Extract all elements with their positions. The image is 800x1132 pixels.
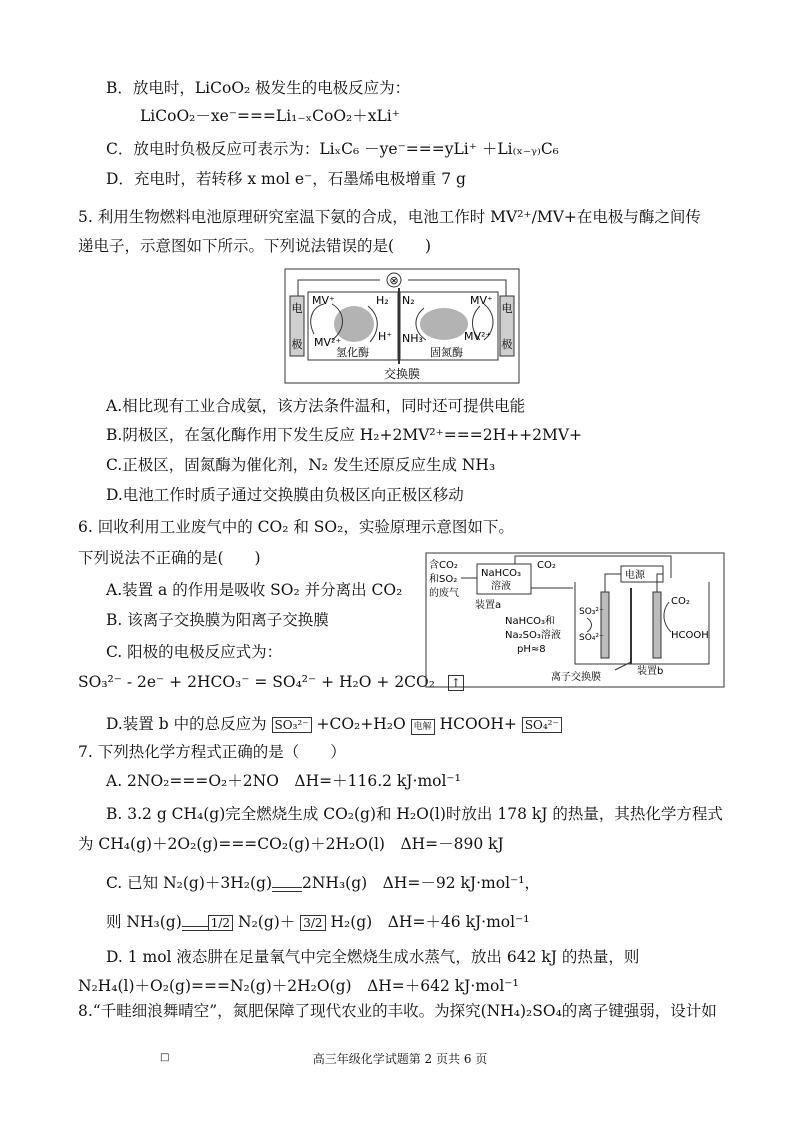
q7-option-b-line2: 为 CH₄(g)＋2O₂(g)===CO₂(g)＋2H₂O(l) ΔH=－890 kJ xyxy=(78,835,504,853)
right-enzyme: 固氮酶 xyxy=(430,346,463,359)
q7-option-c-line2 xyxy=(106,912,530,932)
nahco3-line2: 溶液 xyxy=(491,581,511,592)
q7-option-d-line1: D. 1 mol 液态肼在足量氧气中完全燃烧生成水蒸气，放出 642 kJ 的热量，则 xyxy=(106,948,640,966)
co2-top: CO₂ xyxy=(537,560,556,571)
co2-right: CO₂ xyxy=(671,596,690,607)
q8-stem-line1: 8.“千畦细浪舞晴空”，氮肥保障了现代农业的丰收。为探究(NH₄)₂SO₄的离子键强弱，设计如 xyxy=(78,1002,717,1020)
q6-c-eq-arrow: ↑ xyxy=(448,675,464,691)
power-label: 电源 xyxy=(625,570,645,581)
mixed-solution-line1: NaHCO₃和 xyxy=(505,616,555,627)
q5-option-b: B.阴极区，在氢化酶作用下发生反应 H₂+2MV²⁺===2H++2MV+ xyxy=(106,426,583,444)
q6-d-condition: 电解 xyxy=(411,719,435,735)
q4-option-b-equation: LiCoO₂－xe⁻===Li₁₋ₓCoO₂＋xLi⁺ xyxy=(140,107,400,125)
electrode-left-char2: 极 xyxy=(291,338,303,351)
membrane-label: 交换膜 xyxy=(383,367,421,381)
q4-option-d: D．充电时，若转移 x mol e⁻，石墨烯电极增重 7 g xyxy=(106,170,466,188)
nahco3-line1: NaHCO₃ xyxy=(481,568,521,579)
device-a-label: 装置a xyxy=(475,600,502,611)
right-nh3: NH₃ xyxy=(402,332,423,345)
q7-c-line2-c: H₂(g) ΔH=＋46 kJ·mol⁻¹ xyxy=(330,913,530,931)
q6-d-suffix: HCOOH+ xyxy=(439,715,517,733)
q6-stem-line1: 6. 回收利用工业废气中的 CO₂ 和 SO₂，实验原理示意图如下。 xyxy=(78,518,514,536)
q5-option-a: A.相比现有工业合成氨，该方法条件温和，同时还可提供电能 xyxy=(106,397,526,415)
q7-option-a: A. 2NO₂===O₂＋2NO ΔH=＋116.2 kJ·mol⁻¹ xyxy=(106,772,461,790)
hcooh-label: HCOOH xyxy=(671,630,709,641)
q7-c-line2-b: N₂(g)＋ xyxy=(238,913,296,931)
q6-option-c-equation xyxy=(78,672,464,692)
equilibrium-arrow-icon xyxy=(272,887,302,892)
q6-option-d xyxy=(106,714,562,735)
equilibrium-arrow-icon xyxy=(182,926,208,931)
right-mv-top: MV⁺ xyxy=(470,294,493,307)
electrode-right-char2: 极 xyxy=(501,338,513,351)
electrode-right-char1: 电 xyxy=(501,302,513,315)
mixed-solution-line2: Na₂SO₃溶液 xyxy=(505,630,561,641)
mixed-solution-line3: pH≈8 xyxy=(517,644,546,655)
left-mv-bottom: MV²⁺ xyxy=(314,336,342,349)
lamp-symbol: ⊗ xyxy=(389,274,399,287)
q4-option-b: B．放电时，LiCoO₂ 极发生的电极反应为： xyxy=(106,79,411,97)
q5-option-d: D.电池工作时质子通过交换膜由负极区向正极区移动 xyxy=(106,486,464,504)
q4-option-c: C．放电时负极反应可表示为：LiₓC₆ －ye⁻===yLi⁺ ＋Li₍ₓ₋ᵧ₎C₆ xyxy=(106,140,559,158)
electrode-left-char1: 电 xyxy=(291,302,303,315)
q6-option-a: A.装置 a 的作用是吸收 SO₂ 并分离出 CO₂ xyxy=(106,581,403,599)
left-enzyme: 氢化酶 xyxy=(336,346,369,359)
so4-ion: SO₄²⁻ xyxy=(579,633,604,643)
q6-d-prefix: D.装置 b 中的总反应为 xyxy=(106,715,267,733)
right-n2: N₂ xyxy=(402,294,415,307)
q6-option-b: B. 该离子交换膜为阳离子交换膜 xyxy=(106,611,329,629)
left-h2: H₂ xyxy=(376,294,389,307)
q6-d-mid: +CO₂+H₂O xyxy=(316,715,406,733)
device-b-label: 装置b xyxy=(637,666,664,677)
q6-c-eq-text: SO₃²⁻ - 2e⁻ + 2HCO₃⁻ = SO₄²⁻ + H₂O + 2CO₂ xyxy=(78,673,435,691)
q6-recycle-diagram xyxy=(425,552,725,688)
q6-stem-line2: 下列说法不正确的是( ) xyxy=(78,549,261,567)
q7-option-b-line1: B. 3.2 g CH₄(g)完全燃烧生成 CO₂(g)和 H₂O(l)时放出 178 kJ 的热量，其热化学方程式 xyxy=(106,805,723,823)
q7-c-line1-a: C. 已知 N₂(g)＋3H₂(g) xyxy=(106,874,272,892)
q7-c-line2-a: 则 NH₃(g) xyxy=(106,913,182,931)
q5-option-c: C.正极区，固氮酶为催化剂，N₂ 发生还原反应生成 NH₃ xyxy=(106,456,496,474)
waste-gas-line3: 的废气 xyxy=(429,588,459,599)
q7-c-line1-b: 2NH₃(g) ΔH=－92 kJ·mol⁻¹， xyxy=(302,874,540,892)
q6-d-so3: SO₃²⁻ xyxy=(272,717,312,733)
q7-option-d-line2: N₂H₄(l)＋O₂(g)===N₂(g)＋2H₂O(g) ΔH=＋642 kJ·mol⁻¹ xyxy=(78,977,519,995)
q5-stem-line1: 5. 利用生物燃料电池原理研究室温下氨的合成，电池工作时 MV²⁺/MV+在电极与酶之间传 xyxy=(78,208,701,226)
q7-c-frac2: 3/2 xyxy=(300,915,325,931)
so3-ion: SO₃²⁻ xyxy=(579,607,604,617)
page-footer: 高三年级化学试题第 2 页共 6 页 xyxy=(312,1052,488,1066)
q5-stem-line2: 递电子，示意图如下所示。下列说法错误的是( ) xyxy=(78,237,432,255)
q6-d-so4: SO₄²⁻ xyxy=(522,717,562,733)
q7-option-c-line1 xyxy=(106,873,540,893)
q6-option-c: C. 阳极的电极反应式为： xyxy=(106,643,283,661)
footer-mark: □ xyxy=(160,1052,170,1063)
q7-c-frac1: 1/2 xyxy=(208,915,233,931)
q5-cell-diagram xyxy=(284,268,520,384)
q7-stem: 7. 下列热化学方程式正确的是（ ） xyxy=(78,743,346,761)
ion-membrane-label: 离子交换膜 xyxy=(551,672,601,683)
left-mv-top: MV⁺ xyxy=(312,294,335,307)
left-hplus: H⁺ xyxy=(378,330,393,343)
waste-gas-line1: 含CO₂ xyxy=(429,560,458,571)
right-mv-bottom: MV²⁺ xyxy=(464,330,492,343)
waste-gas-line2: 和SO₂ xyxy=(429,574,458,585)
